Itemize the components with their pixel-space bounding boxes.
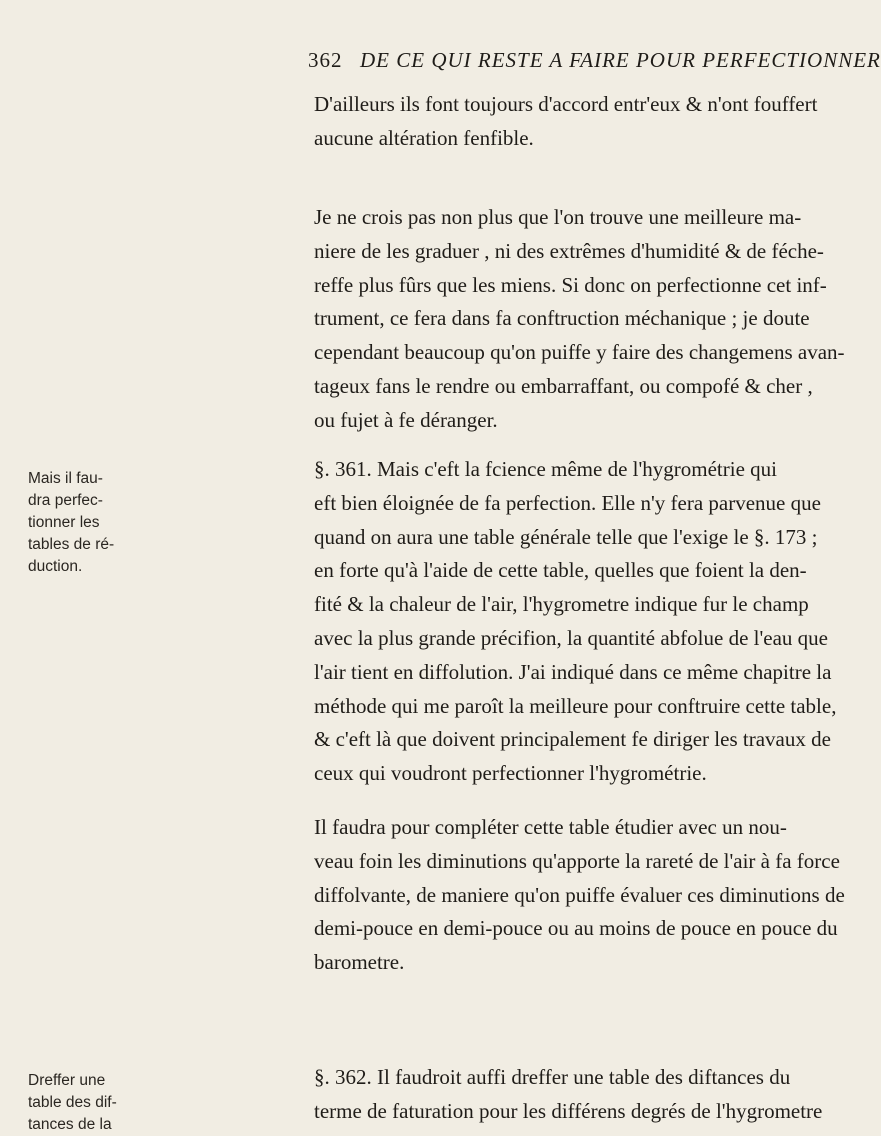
- text-line: méthode qui me paroît la meilleure pour conftruire cette table,: [314, 693, 837, 718]
- paragraph-4: [314, 811, 845, 980]
- text-line: §. 362. Il faudroit auffi dreffer une table des diftances du: [314, 1065, 791, 1089]
- text-line: fité & la chaleur de l'air, l'hygrometre indique fur le champ: [314, 592, 809, 617]
- note-line: tances de la: [28, 1116, 112, 1133]
- text-line: veau foin les diminutions qu'apporte la rareté de l'air à fa force: [314, 848, 840, 873]
- text-line: en forte qu'à l'aide de cette table, quelles que foient la den-: [314, 558, 807, 583]
- note-line: table des dif-: [28, 1094, 117, 1111]
- text-line: diffolvante, de maniere qu'on puiffe évaluer ces diminutions de: [314, 882, 845, 907]
- text-line: ceux qui voudront perfectionner l'hygrométrie.: [314, 761, 707, 786]
- note-line: duction.: [28, 558, 83, 575]
- text-line: trument, ce fera dans fa conftruction méchanique ; je doute: [314, 306, 810, 331]
- running-title: DE CE QUI RESTE A FAIRE POUR PERFECTIONNER: [360, 48, 881, 72]
- text-line: reffe plus fûrs que les miens. Si donc on perfectionne cet inf-: [314, 272, 827, 297]
- text-line: aucune altération fenfible.: [314, 125, 534, 150]
- note-line: tionner les: [28, 514, 100, 531]
- text-line: niere de les graduer , ni des extrêmes d'humidité & de féche-: [314, 238, 824, 263]
- paragraph-1: [314, 88, 818, 156]
- text-line: D'ailleurs ils font toujours d'accord entr'eux & n'ont fouffert: [314, 92, 818, 116]
- margin-note-1: [28, 468, 115, 578]
- paragraph-5: [314, 1061, 823, 1129]
- note-line: tables de ré-: [28, 536, 115, 553]
- text-line: barometre.: [314, 950, 405, 975]
- text-line: ou fujet à fe déranger.: [314, 407, 498, 432]
- text-line: terme de faturation pour les différens degrés de l'hygrometre: [314, 1098, 823, 1123]
- note-line: dra perfec-: [28, 492, 103, 509]
- paragraph-2: [314, 201, 845, 438]
- text-line: & c'eft là que doivent principalement fe diriger les travaux de: [314, 727, 831, 752]
- text-line: avec la plus grande précifion, la quantité abfolue de l'eau que: [314, 625, 828, 650]
- page-number: 362: [308, 48, 343, 72]
- text-line: l'air tient en diffolution. J'ai indiqué dans ce même chapitre la: [314, 659, 832, 684]
- note-line: Mais il fau-: [28, 470, 103, 487]
- text-line: quand on aura une table générale telle que l'exige le §. 173 ;: [314, 524, 818, 549]
- text-line: tageux fans le rendre ou embarraffant, ou compofé & cher ,: [314, 373, 813, 398]
- paragraph-3: [314, 453, 837, 791]
- margin-note-2: [28, 1070, 117, 1136]
- text-line: §. 361. Mais c'eft la fcience même de l'hygrométrie qui: [314, 457, 777, 481]
- text-line: Il faudra pour compléter cette table étudier avec un nou-: [314, 815, 787, 839]
- text-line: Je ne crois pas non plus que l'on trouve une meilleure ma-: [314, 205, 802, 229]
- note-line: Dreffer une: [28, 1072, 106, 1089]
- text-line: eft bien éloignée de fa perfection. Elle n'y fera parvenue que: [314, 490, 821, 515]
- text-line: cependant beaucoup qu'on puiffe y faire des changemens avan-: [314, 340, 845, 365]
- text-line: demi-pouce en demi-pouce ou au moins de pouce en pouce du: [314, 916, 838, 941]
